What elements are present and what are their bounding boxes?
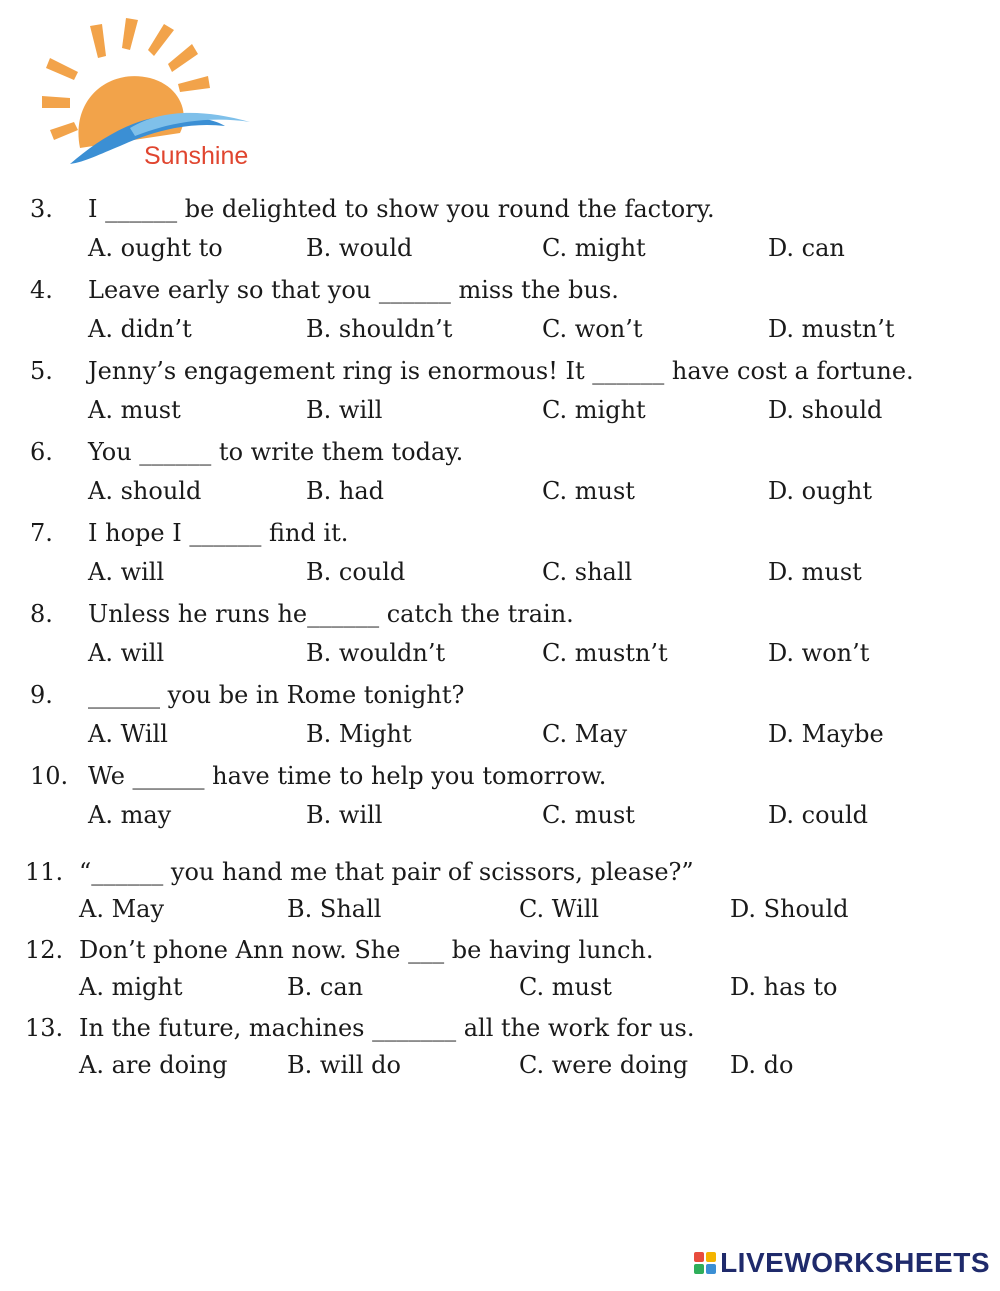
question-text: In the future, machines _______ all the work for us. [79,1014,695,1042]
question-line [30,276,619,304]
answer-option-b[interactable]: B. will [306,396,383,424]
answer-options [25,973,915,1009]
question-text: You ______ to write them today. [88,438,464,466]
liveworksheets-brand [694,1247,990,1279]
sunshine-logo [40,18,280,178]
answer-option-a[interactable]: A. are doing [79,1051,228,1079]
question-line [25,936,653,964]
answer-option-c[interactable]: C. must [542,801,635,829]
answer-options [25,1051,915,1087]
answer-option-a[interactable]: A. might [79,973,183,1001]
answer-options [30,720,920,756]
question-4 [30,276,920,357]
question-5 [30,357,920,438]
answer-option-a[interactable]: A. Will [88,720,168,748]
question-13 [25,1014,915,1092]
answer-option-b[interactable]: B. Might [306,720,412,748]
answer-option-c[interactable]: C. must [519,973,612,1001]
answer-option-b[interactable]: B. wouldn’t [306,639,446,667]
answer-option-b[interactable]: B. could [306,558,406,586]
question-line [30,438,463,466]
question-text: Leave early so that you ______ miss the bus. [88,276,619,304]
question-line [30,357,914,385]
question-line [30,681,464,709]
answer-option-d[interactable]: D. won’t [768,639,870,667]
question-text: I ______ be delighted to show you round the factory. [88,195,715,223]
question-line [25,858,694,886]
answer-option-d[interactable]: D. Maybe [768,720,884,748]
question-line [30,519,348,547]
question-line [30,195,715,223]
question-line [30,600,574,628]
answer-option-c[interactable]: C. might [542,396,646,424]
question-number: 10. [30,762,69,790]
answer-option-a[interactable]: A. ought to [88,234,223,262]
answer-options [30,315,920,351]
question-number: 8. [30,600,53,628]
question-9 [30,681,920,762]
question-number: 5. [30,357,53,385]
answer-option-d[interactable]: D. can [768,234,845,262]
answer-option-c[interactable]: C. May [542,720,628,748]
answer-option-b[interactable]: B. shouldn’t [306,315,453,343]
answer-options [30,801,920,837]
answer-option-a[interactable]: A. will [88,639,165,667]
answer-option-d[interactable]: D. should [768,396,883,424]
question-number: 9. [30,681,53,709]
answer-option-c[interactable]: C. Will [519,895,600,923]
answer-option-d[interactable]: D. must [768,558,862,586]
question-text: We ______ have time to help you tomorrow. [88,762,607,790]
answer-options [30,477,920,513]
question-number: 7. [30,519,53,547]
question-text: ______ you be in Rome tonight? [88,681,465,709]
question-block-1 [30,195,920,843]
question-3 [30,195,920,276]
question-number: 13. [25,1014,64,1042]
answer-option-c[interactable]: C. won’t [542,315,643,343]
answer-options [30,234,920,270]
question-11 [25,858,915,936]
answer-option-b[interactable]: B. had [306,477,385,505]
answer-option-c[interactable]: C. might [542,234,646,262]
answer-option-a[interactable]: A. should [88,477,202,505]
answer-option-a[interactable]: A. will [88,558,165,586]
answer-options [30,558,920,594]
question-text: Don’t phone Ann now. She ___ be having lunch. [79,936,654,964]
question-number: 6. [30,438,53,466]
answer-option-d[interactable]: D. do [730,1051,794,1079]
liveworksheets-logo-icon [694,1252,716,1274]
question-10 [30,762,920,843]
answer-option-d[interactable]: D. Should [730,895,849,923]
question-text: Unless he runs he______ catch the train. [88,600,574,628]
question-text: Jenny’s engagement ring is enormous! It ______ have cost a fortune. [88,357,914,385]
question-text: “______ you hand me that pair of scissors, please?” [79,858,694,886]
answer-option-a[interactable]: A. May [79,895,165,923]
answer-option-b[interactable]: B. would [306,234,413,262]
answer-option-a[interactable]: A. may [88,801,172,829]
answer-option-a[interactable]: A. must [88,396,181,424]
question-number: 12. [25,936,64,964]
question-8 [30,600,920,681]
question-6 [30,438,920,519]
answer-option-c[interactable]: C. were doing [519,1051,689,1079]
answer-option-d[interactable]: D. mustn’t [768,315,895,343]
answer-option-c[interactable]: C. shall [542,558,633,586]
question-number: 4. [30,276,53,304]
brand-text: LIVEWORKSHEETS [720,1247,990,1278]
answer-options [30,396,920,432]
answer-option-c[interactable]: C. mustn’t [542,639,668,667]
answer-option-c[interactable]: C. must [542,477,635,505]
answer-option-b[interactable]: B. will [306,801,383,829]
answer-options [25,895,915,931]
answer-options [30,639,920,675]
answer-option-b[interactable]: B. Shall [287,895,382,923]
question-7 [30,519,920,600]
logo-text: Sunshine [144,142,249,170]
answer-option-d[interactable]: D. ought [768,477,873,505]
answer-option-b[interactable]: B. can [287,973,364,1001]
question-line [30,762,606,790]
question-line [25,1014,694,1042]
question-12 [25,936,915,1014]
question-number: 3. [30,195,53,223]
answer-option-d[interactable]: D. has to [730,973,838,1001]
answer-option-b[interactable]: B. will do [287,1051,401,1079]
question-number: 11. [25,858,64,886]
answer-option-a[interactable]: A. didn’t [88,315,192,343]
answer-option-d[interactable]: D. could [768,801,869,829]
question-text: I hope I ______ find it. [88,519,349,547]
question-block-2 [25,858,915,1092]
